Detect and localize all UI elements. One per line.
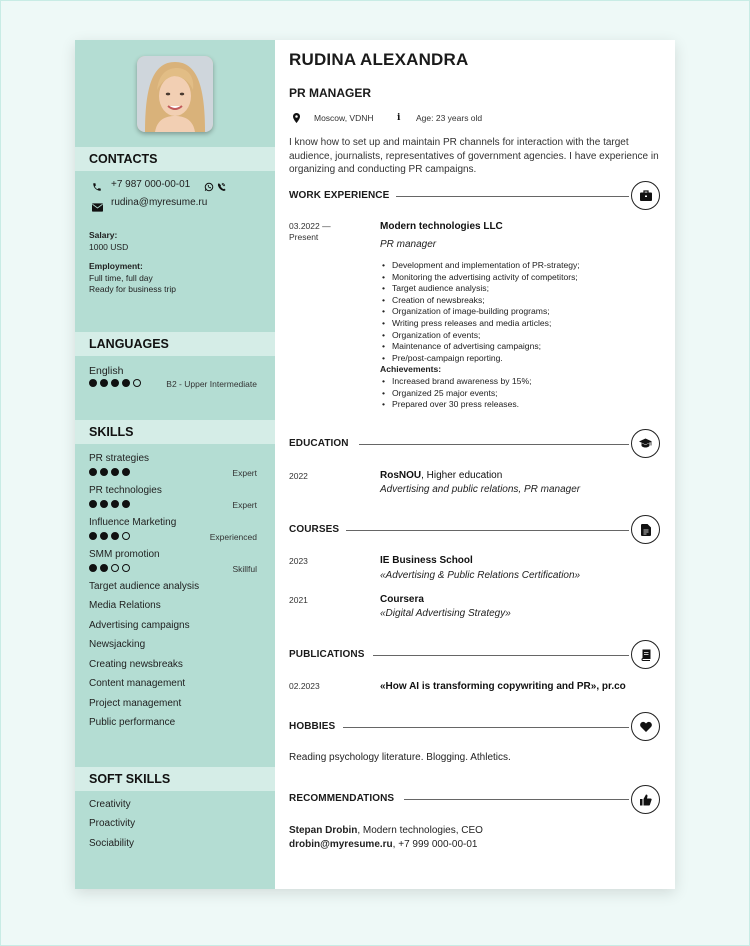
thumbs-up-icon (631, 785, 660, 814)
language-name: English (89, 365, 124, 377)
rating-dot-filled (89, 500, 97, 508)
work-duties-list (380, 260, 580, 411)
course-org: Coursera (380, 594, 424, 605)
heart-icon (631, 712, 660, 741)
rating-dot-filled (122, 468, 130, 476)
skill-name: SMM promotion (89, 549, 160, 560)
skill-item: Creating newsbreaks (89, 659, 183, 670)
education-degree: , Higher education (421, 470, 503, 481)
soft-skill-item: Sociability (89, 838, 135, 849)
section-divider (404, 799, 629, 800)
course-year: 2023 (289, 556, 308, 566)
course-org: IE Business School (380, 555, 473, 566)
rating-dot-filled (100, 500, 108, 508)
skill-name: PR technologies (89, 485, 162, 496)
work-date (289, 221, 331, 243)
candidate-name: RUDINA ALEXANDRA (289, 50, 469, 69)
skill-item: Media Relations (89, 600, 161, 611)
profile-photo (137, 56, 213, 132)
phone-number[interactable]: +7 987 000-00-01 (111, 179, 191, 190)
skill-item: Advertising campaigns (89, 620, 190, 631)
soft-skill-item: Creativity (89, 799, 131, 810)
recommender-phone[interactable]: , +7 999 000-00-01 (392, 839, 478, 850)
envelope-icon (92, 199, 103, 217)
publications-title: PUBLICATIONS (289, 649, 365, 660)
education-year: 2022 (289, 471, 308, 481)
education-title: EDUCATION (289, 438, 349, 449)
rating-dot-filled (100, 468, 108, 476)
rating-dot-empty (133, 379, 141, 387)
info-icon: i (397, 113, 401, 123)
list-item: • Monitoring the advertising activity of competitors; (380, 272, 580, 284)
skill-name: PR strategies (89, 453, 150, 464)
list-item: • Writing press releases and media articles; (380, 318, 580, 330)
list-item: • Organization of events; (380, 330, 580, 342)
skill-rating (89, 564, 130, 572)
list-item: • Prepared over 30 press releases. (380, 399, 580, 411)
skill-rating (89, 500, 130, 508)
employment-block (89, 261, 176, 296)
list-item: • Target audience analysis; (380, 283, 580, 295)
courses-title: COURSES (289, 524, 340, 535)
skill-level: Experienced (209, 532, 257, 542)
work-experience-title: WORK EXPERIENCE (289, 190, 390, 201)
whatsapp-icon[interactable] (204, 179, 214, 197)
briefcase-icon (631, 181, 660, 210)
employment-line: Full time, full day (89, 272, 153, 283)
rating-dot-filled (111, 532, 119, 540)
resume-sidebar (75, 40, 275, 889)
section-divider (373, 655, 629, 656)
languages-header: LANGUAGES (75, 332, 275, 356)
rating-dot-filled (100, 532, 108, 540)
skill-rating (89, 468, 130, 476)
education-school: RosNOU (380, 470, 422, 481)
book-icon (631, 640, 660, 669)
rating-dot-filled (89, 532, 97, 540)
rating-dot-filled (89, 564, 97, 572)
course-name: «Digital Advertising Strategy» (380, 608, 511, 619)
viber-icon[interactable] (216, 179, 226, 197)
graduation-cap-icon (631, 429, 660, 458)
location-text: Moscow, VDNH (314, 113, 374, 123)
salary-value: 1000 USD (89, 241, 129, 252)
list-item: • Creation of newsbreaks; (380, 295, 580, 307)
work-date-end: Present (289, 232, 319, 242)
contacts-header: CONTACTS (75, 147, 275, 171)
work-company: Modern technologies LLC (380, 221, 503, 232)
education-field: Advertising and public relations, PR manager (380, 484, 581, 495)
skill-rating (89, 532, 130, 540)
about-summary: I know how to set up and maintain PR channels for interaction with the target audience, journalists, representatives of government agencies. I have experience in organizing and conducting PR campaigns. (289, 137, 659, 175)
rating-dot-filled (89, 379, 97, 387)
skill-item: Public performance (89, 717, 176, 728)
recommender-contact-line (289, 839, 477, 850)
salary-block (89, 230, 128, 253)
resume-main (275, 40, 675, 889)
list-item: • Pre/post-campaign reporting. (380, 353, 580, 365)
course-year: 2021 (289, 595, 308, 605)
rating-dot-empty (111, 564, 119, 572)
course-name: «Advertising & Public Relations Certification» (380, 570, 581, 581)
rating-dot-filled (100, 379, 108, 387)
skill-level: Expert (232, 500, 257, 510)
skill-item: Content management (89, 678, 186, 689)
soft-skill-item: Proactivity (89, 818, 136, 829)
section-divider (359, 444, 629, 445)
work-role: PR manager (380, 239, 437, 250)
rating-dot-filled (111, 379, 119, 387)
publication-title[interactable]: «How AI is transforming copywriting and PR», pr.co (380, 681, 626, 692)
list-item: • Increased brand awareness by 15%; (380, 376, 580, 388)
list-item: • Organization of image-building programs; (380, 306, 580, 318)
skill-level: Expert (232, 468, 257, 478)
rating-dot-filled (89, 468, 97, 476)
age-text: Age: 23 years old (416, 113, 483, 123)
resume-sheet (75, 40, 675, 889)
rating-dot-filled (122, 379, 130, 387)
skills-header: SKILLS (75, 420, 275, 444)
achievements-label: Achievements: (380, 364, 442, 375)
list-item: • Development and implementation of PR-strategy; (380, 260, 580, 272)
employment-line: Ready for business trip (89, 284, 176, 294)
recommender-name: Stepan Drobin (289, 825, 358, 836)
skill-name: Influence Marketing (89, 517, 177, 528)
recommender-email[interactable]: drobin@myresume.ru (289, 839, 393, 850)
recommendations-title: RECOMMENDATIONS (289, 793, 395, 804)
work-date-start: 03.2022 — (289, 221, 331, 231)
publication-date: 02.2023 (289, 681, 320, 691)
skill-item: Newsjacking (89, 639, 146, 650)
section-divider (346, 530, 629, 531)
rating-dot-filled (111, 468, 119, 476)
rating-dot-filled (100, 564, 108, 572)
section-divider (343, 727, 629, 728)
position-title: PR MANAGER (289, 86, 372, 100)
list-item: • Maintenance of advertising campaigns; (380, 341, 580, 353)
language-level: B2 - Upper Intermediate (166, 379, 257, 389)
hobbies-title: HOBBIES (289, 721, 336, 732)
skill-item: Project management (89, 698, 182, 709)
email-link[interactable]: rudina@myresume.ru (111, 197, 208, 208)
rating-dot-filled (111, 500, 119, 508)
skill-level: Skillful (232, 564, 257, 574)
employment-label: Employment: (89, 261, 143, 271)
education-entry (380, 470, 502, 481)
hobbies-text: Reading psychology literature. Blogging. Athletics. (289, 752, 511, 763)
section-divider (396, 196, 629, 197)
language-rating (89, 379, 141, 387)
rating-dot-empty (122, 564, 130, 572)
rating-dot-filled (122, 500, 130, 508)
document-icon (631, 515, 660, 544)
salary-label: Salary: (89, 230, 118, 240)
recommender-line (289, 825, 483, 836)
soft-skills-header: SOFT SKILLS (75, 767, 275, 791)
rating-dot-empty (122, 532, 130, 540)
list-item: • Organized 25 major events; (380, 388, 580, 400)
map-pin-icon (293, 113, 300, 125)
recommender-company: , Modern technologies, CEO (357, 825, 483, 836)
skill-item: Target audience analysis (89, 581, 200, 592)
phone-icon (92, 179, 102, 197)
